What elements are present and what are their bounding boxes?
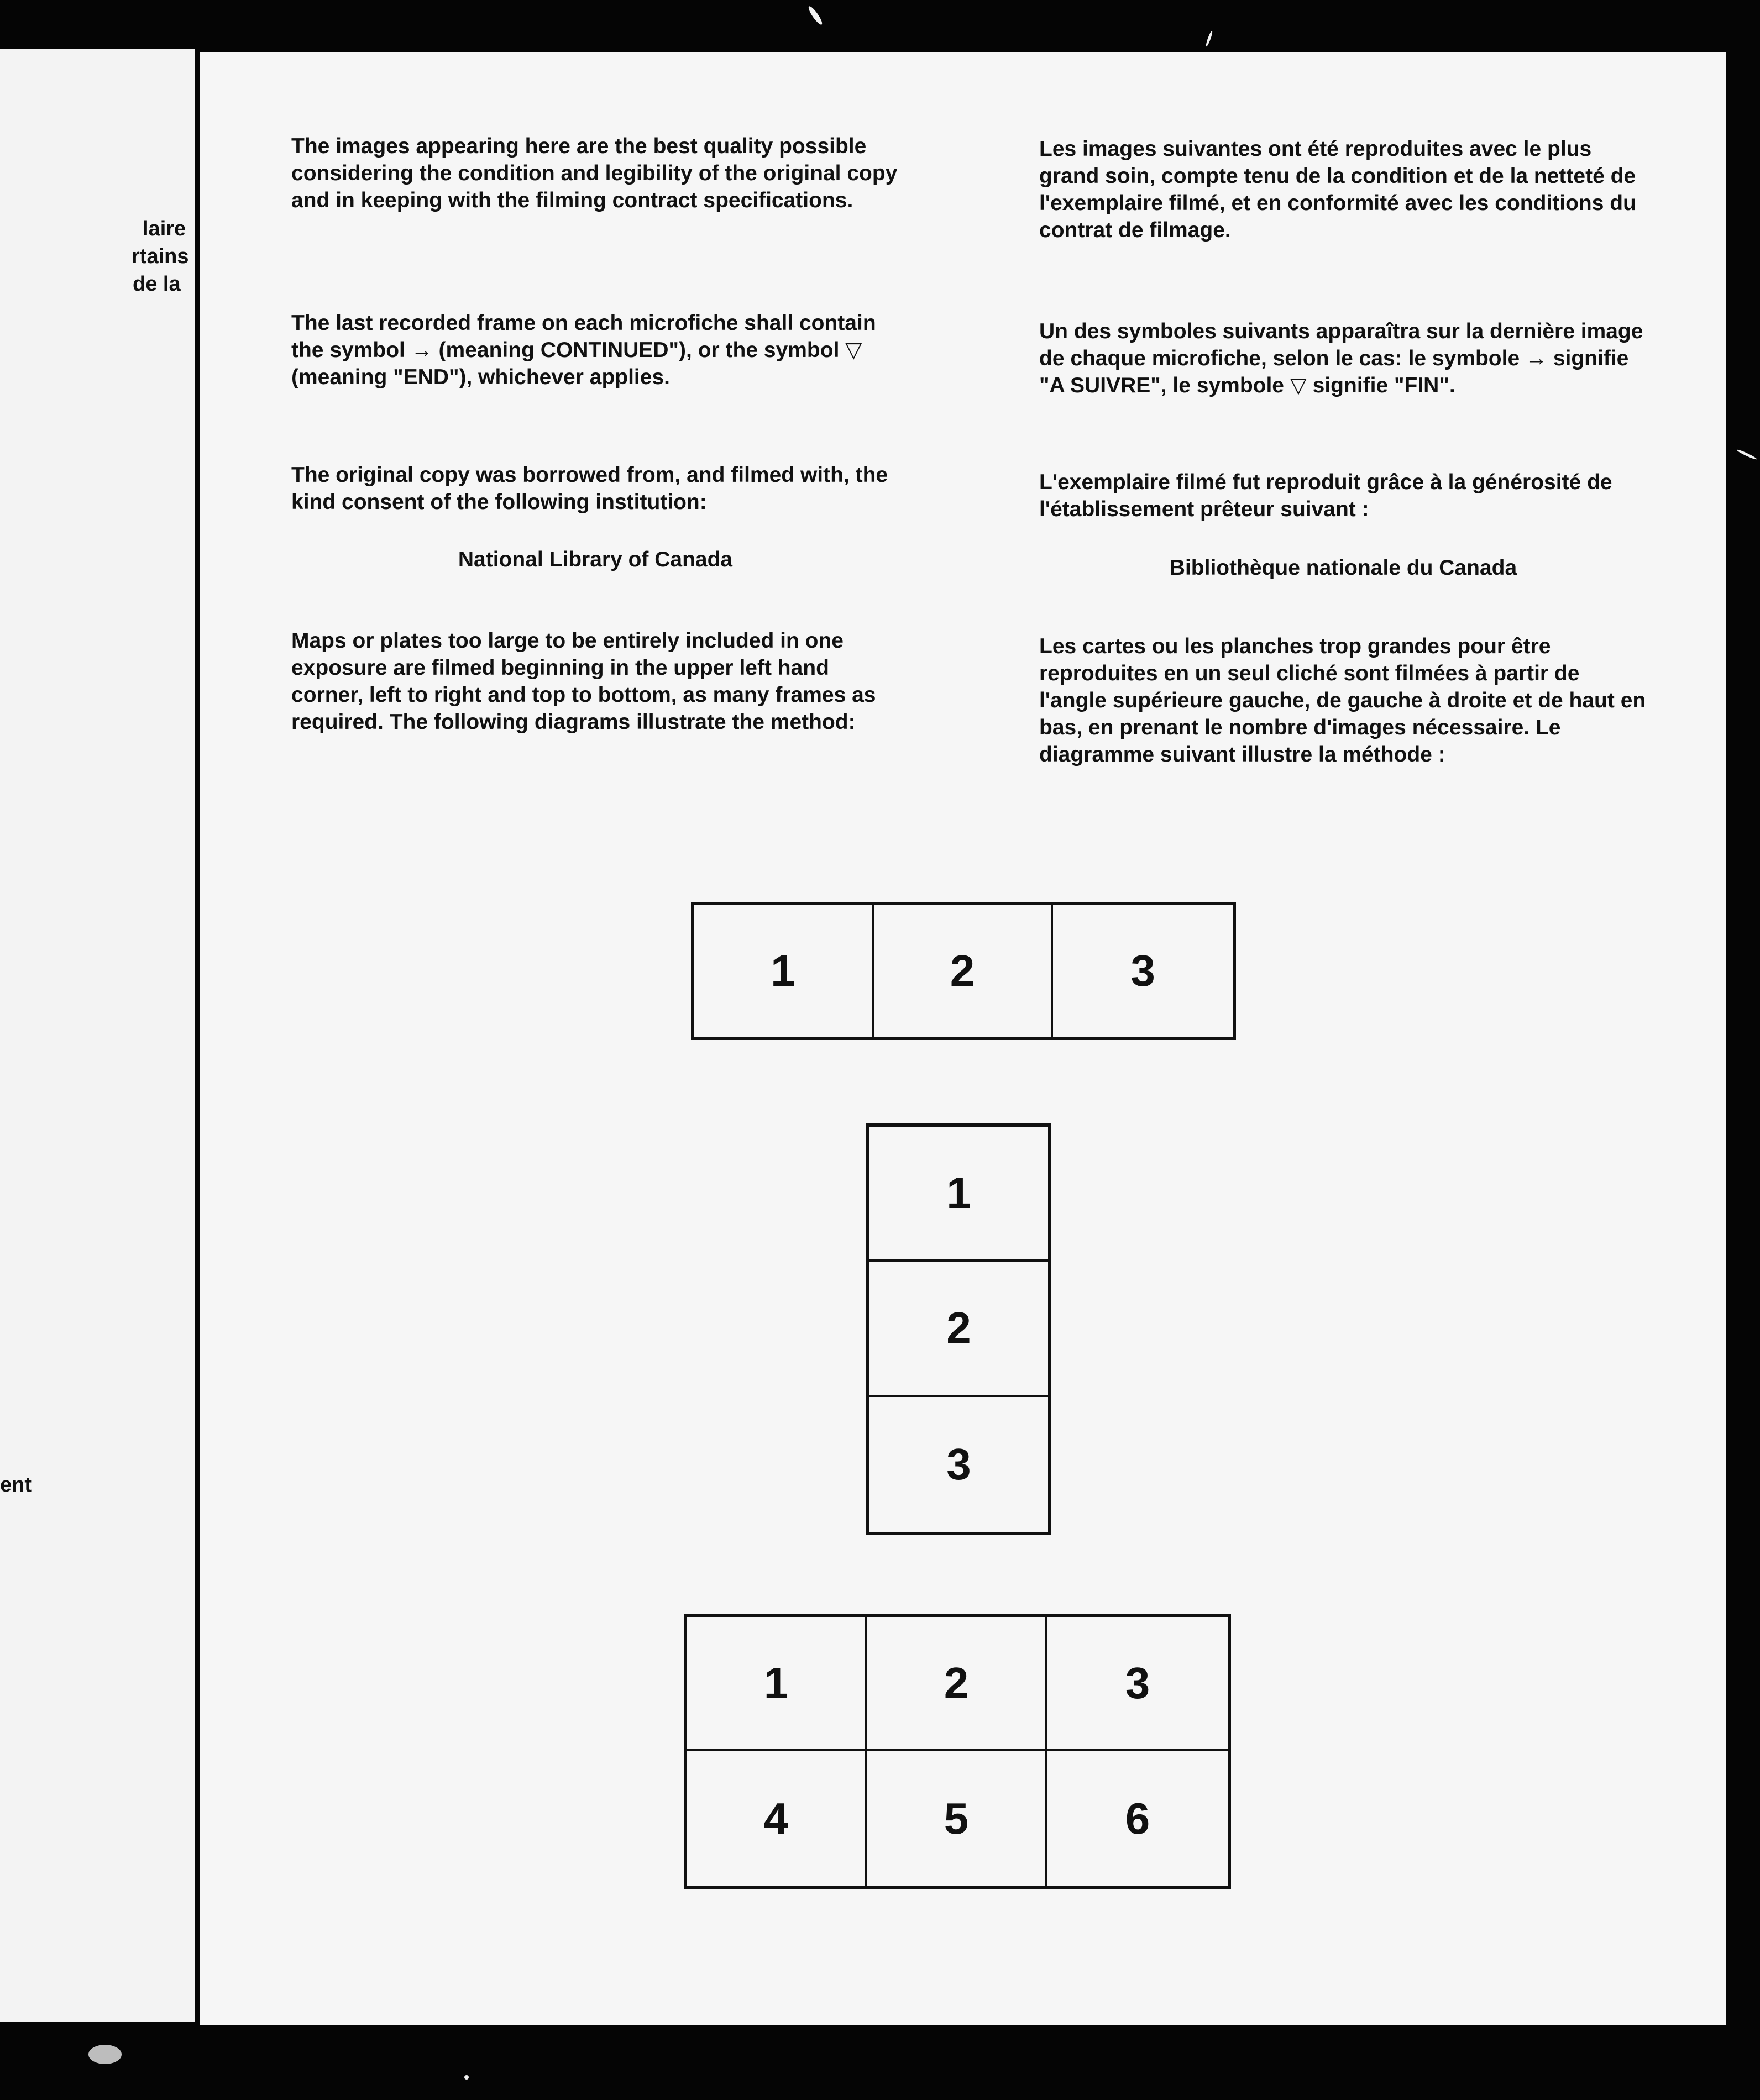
frame-cell: 2 (869, 1262, 1048, 1397)
frame-cell: 2 (874, 905, 1054, 1037)
french-quality-paragraph: Les images suivantes ont été reproduites avec le plus grand soin, compte tenu de la condition et de la netteté de l'exemplaire filmé, et en conformité avec les conditions du contrat de filmage. (1039, 137, 1636, 242)
row-diagram (691, 902, 1236, 1040)
frame-cell: 1 (869, 1127, 1048, 1262)
frame-cell: 6 (1125, 1793, 1150, 1843)
frame-cell: 5 (867, 1751, 1047, 1886)
french-symbol-paragraph: Un des symboles suivants apparaîtra sur la dernière image de chaque microfiche, selon le cas: le symbole → signifie "A SUIVRE", le symbole ▽ signifie "FIN". (1039, 319, 1643, 397)
english-maps-paragraph: Maps or plates too large to be entirely included in one exposure are filmed beginning in the upper left hand corner, left to right and top to bottom, as many frames as required. The following diagrams illustrate the method: (291, 629, 876, 734)
scan-speck (464, 2075, 469, 2080)
english-quality-paragraph: The images appearing here are the best quality possible considering the condition and legibility of the original copy and in keeping with the filming contract specifications. (291, 134, 898, 212)
previous-page-text: rtains (132, 245, 189, 268)
previous-page-text: de la (133, 272, 181, 296)
frame-cell: 3 (1047, 1617, 1228, 1751)
english-symbol-paragraph: The last recorded frame on each microfiche shall contain the symbol → (meaning CONTINUED"), or the symbol ▽ (meaning "END"), whichever applies. (291, 311, 876, 389)
french-maps-paragraph: Les cartes ou les planches trop grandes pour être reproduites en un seul cliché sont filmées à partir de l'angle supérieure gauche, de gauche à droite et de haut en bas, en prenant le nombre d'images nécessaire. Le diagramme suivant illustre la méthode : (1039, 634, 1646, 767)
frame-cell: 3 (946, 1439, 971, 1489)
scan-speck (1736, 449, 1757, 460)
grid-diagram (684, 1614, 1231, 1889)
french-institution-paragraph: L'exemplaire filmé fut reproduit grâce à la générosité de l'établissement prêteur suivant : (1039, 470, 1612, 521)
notice-page (200, 53, 1726, 2025)
frame-cell: 3 (1130, 946, 1155, 995)
scan-speck (88, 2045, 122, 2064)
french-institution-name: Bibliothèque nationale du Canada (1169, 556, 1517, 580)
frame-cell: 2 (867, 1617, 1047, 1751)
previous-page-edge (0, 49, 195, 2022)
column-diagram (866, 1124, 1051, 1535)
previous-page-text: ent (0, 1473, 32, 1497)
scan-speck (1205, 30, 1213, 47)
frame-cell: 1 (694, 905, 874, 1037)
previous-page-text: laire (143, 217, 186, 240)
english-institution-paragraph: The original copy was borrowed from, and filmed with, the kind consent of the following institution: (291, 463, 888, 514)
scan-speck (806, 5, 824, 27)
english-institution-name: National Library of Canada (458, 548, 733, 571)
frame-cell: 1 (687, 1617, 867, 1751)
frame-cell: 4 (687, 1751, 867, 1886)
